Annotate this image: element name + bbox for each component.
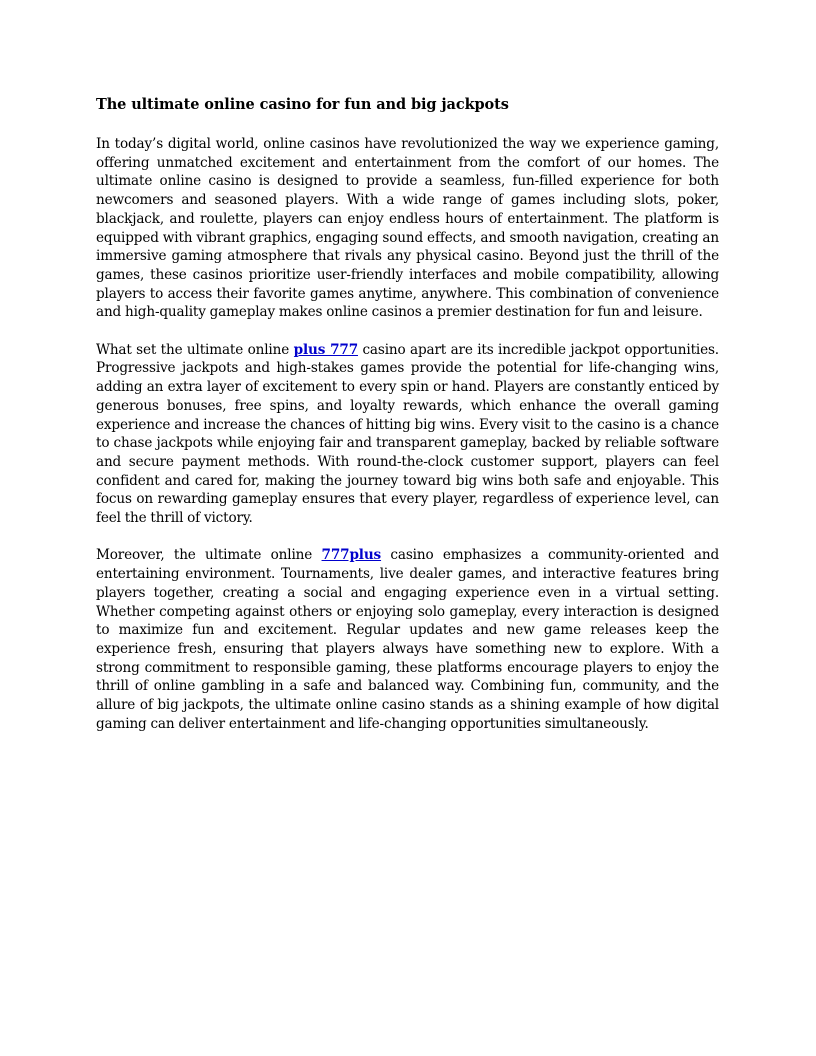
plus-777-link[interactable]: plus 777: [293, 341, 358, 358]
document-page: [96, 94, 719, 752]
paragraph-jackpots-text-end: casino apart are its incredible jackpot opportunities. Progressive jackpots and high-stakes games provide the potential for life-changing wins, adding an extra layer of excitement to every spin or hand. Players are constantly enticed by generous bonuses, free spins, and loyalty rewards, which enhance the overall gaming experience and increase the chances of hitting big wins. Every visit to the casino is a chance to chase jackpots while enjoying fair and transparent gameplay, backed by reliable software and secure payment methods. With round-the-clock customer support, players can feel confident and cared for, making the journey toward big wins both safe and enjoyable. This focus on rewarding gameplay ensures that every player, regardless of experience level, can feel the thrill of victory.: [96, 341, 719, 527]
paragraph-intro: In today’s digital world, online casinos have revolutionized the way we experience gaming, offering unmatched excitement and entertainment from the comfort of our homes. The ultimate online casino is designed to provide a seamless, fun-filled experience for both newcomers and seasoned players. With a wide range of games including slots, poker, blackjack, and roulette, players can enjoy endless hours of entertainment. The platform is equipped with vibrant graphics, engaging sound effects, and smooth navigation, creating an immersive gaming atmosphere that rivals any physical casino. Beyond just the thrill of the games, these casinos prioritize user-friendly interfaces and mobile compatibility, allowing players to access their favorite games anytime, anywhere. This combination of convenience and high-quality gameplay makes online casinos a premier destination for fun and leisure.: [96, 136, 719, 321]
paragraph-community: [96, 546, 719, 733]
paragraph-community-text-end: casino emphasizes a community-oriented and entertaining environment. Tournaments, live dealer games, and interactive features bring players together, creating a social and engaging experience even in a virtual setting. Whether competing against others or enjoying solo gameplay, every interaction is designed to maximize fun and excitement. Regular updates and new game releases keep the experience fresh, ensuring that players always have something new to explore. With a strong commitment to responsible gaming, these platforms encourage players to enjoy the thrill of online gambling in a safe and balanced way. Combining fun, community, and the allure of big jackpots, the ultimate online casino stands as a shining example of how digital gaming can deliver entertainment and life-changing opportunities simultaneously.: [96, 547, 720, 732]
paragraph-community-text-start: Moreover, the ultimate online: [96, 547, 322, 564]
paragraph-jackpots-text-start: What set the ultimate online: [96, 341, 294, 358]
document-title: The ultimate online casino for fun and big jackpots: [96, 96, 509, 113]
paragraph-jackpots: [96, 341, 719, 528]
777plus-link[interactable]: 777plus: [321, 547, 382, 564]
